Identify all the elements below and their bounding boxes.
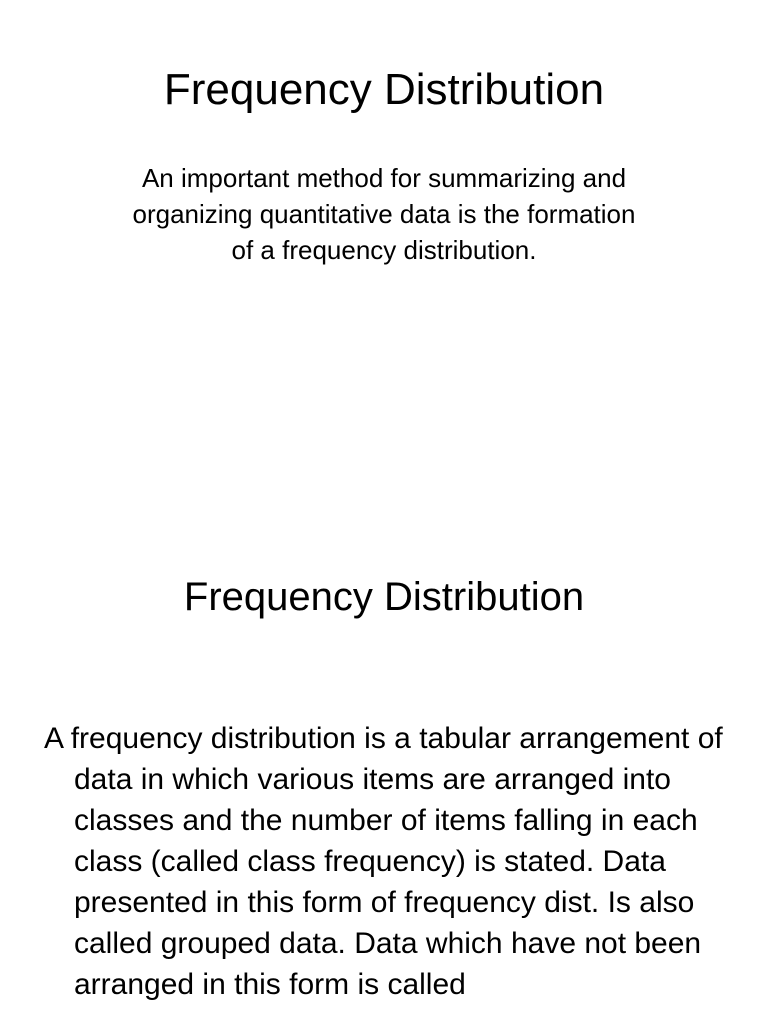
slide-2-title: Frequency Distribution bbox=[183, 575, 585, 619]
slide-2-body: A frequency distribution is a tabular arrangement of data in which various items are arranged into classes and the number of items falling in each class (called class frequency) is stated. Data presented in this form of frequency dist. Is also called grouped data. Data which have not been arranged in this form is called bbox=[44, 722, 723, 1001]
slide-1-subtitle: An important method for summarizing and organizing quantitative data is the formation of a frequency distribution. bbox=[132, 163, 636, 265]
slide-1-title: Frequency Distribution bbox=[163, 65, 605, 114]
slide-2 bbox=[0, 512, 768, 1024]
